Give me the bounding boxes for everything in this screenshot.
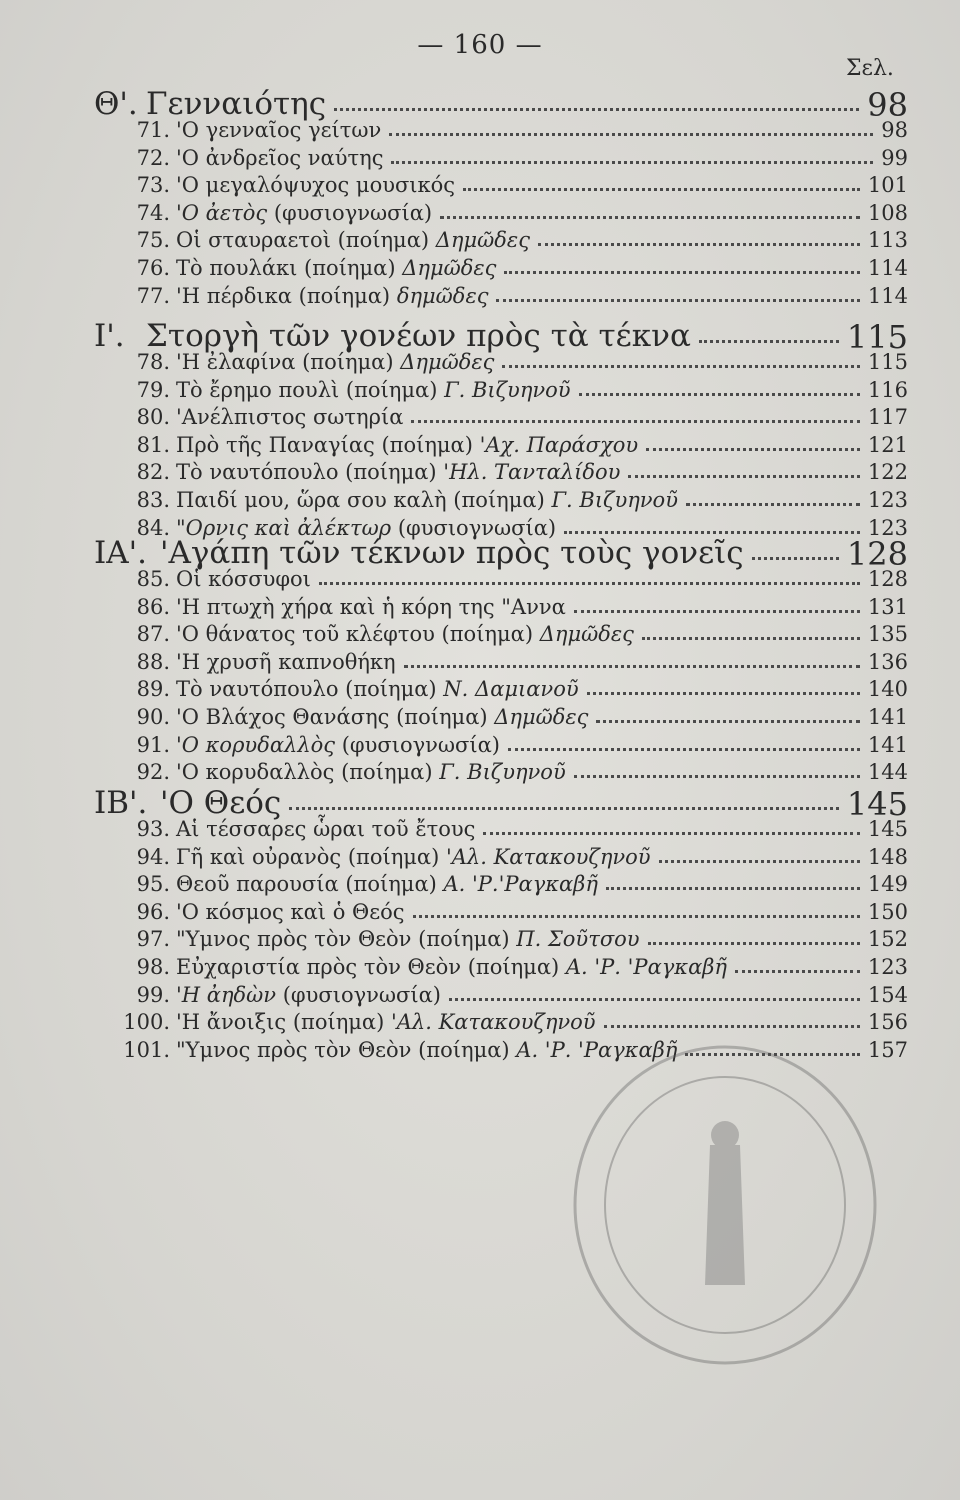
entry-title-text: (φυσιογνωσία) (335, 732, 500, 757)
entry-title-text: 'Ο ἀνδρεῖος ναύτης (176, 145, 384, 170)
entry-page-number: 150 (867, 899, 908, 924)
entry-page-number: 148 (867, 844, 908, 869)
dot-leader (319, 582, 860, 585)
section-numeral: ΙΑ'. (94, 535, 148, 571)
entry-number: 92. (136, 760, 170, 785)
dot-leader (574, 775, 860, 778)
entry-title-text: (φυσιογνωσία) (267, 200, 433, 225)
entry-number: 95. (136, 872, 170, 897)
entry-title (176, 567, 311, 591)
entry-title-text: Θεοῦ παρουσία (ποίημα) (176, 872, 444, 897)
dot-leader (574, 610, 860, 613)
library-stamp (560, 1035, 890, 1375)
entry-title-text: Οἱ σταυραετοὶ (ποίημα) (176, 228, 436, 253)
entry-number: 87. (136, 622, 170, 647)
dot-leader (496, 299, 860, 302)
dot-leader (463, 188, 860, 191)
entry-title-text: Πρὸ τῆς Παναγίας (ποίημα) (176, 432, 480, 457)
section-page-number: 98 (867, 86, 908, 124)
entry-number: 85. (136, 567, 170, 591)
entry-number: 81. (136, 432, 170, 457)
entry-title (176, 845, 651, 869)
entry-author-italic: 'Ο ἀετὸς (176, 200, 268, 225)
toc-entry[interactable] (0, 284, 960, 312)
toc-entry[interactable] (0, 845, 960, 873)
entry-number: 100. (123, 1010, 170, 1035)
dot-leader (648, 942, 860, 945)
entry-author-italic: 'Ο κορυδαλλὸς (176, 732, 336, 757)
entry-page-number: 123 (867, 515, 908, 540)
entry-title (176, 118, 381, 142)
dot-leader (502, 365, 860, 368)
entry-title-text: 'Ο θάνατος τοῦ κλέφτου (ποίημα) (176, 622, 540, 647)
section-page-number: 115 (846, 318, 908, 356)
section-numeral: Ι'. (94, 318, 125, 354)
entry-title (176, 983, 441, 1007)
entry-title-text: 'Η ἄνοιξις (ποίημα) (176, 1010, 391, 1035)
section-numeral: ΙΒ'. (94, 785, 148, 821)
toc-entry[interactable] (0, 460, 960, 488)
entry-title (176, 228, 530, 252)
entry-number: 76. (136, 256, 170, 280)
entry-title (176, 201, 432, 225)
entry-number: 101. (123, 1037, 170, 1062)
dot-leader (449, 998, 860, 1001)
entry-number: 79. (136, 377, 170, 402)
entry-title-text: 'Ο κορυδαλλὸς (ποίημα) (176, 760, 440, 785)
dot-leader (604, 1025, 860, 1028)
entry-title-text: Αἱ τέσσαρες ὧραι τοῦ ἔτους (176, 817, 476, 841)
entry-page-number: 117 (867, 405, 908, 430)
dot-leader (334, 108, 859, 111)
entry-title-text: (φυσιογνωσία) (276, 982, 441, 1007)
entry-title (176, 900, 405, 924)
entry-title (176, 872, 598, 896)
toc-entry[interactable] (0, 900, 960, 928)
entry-page-number: 135 (867, 622, 908, 647)
page-number-header: — 160 — (417, 30, 543, 60)
section-title: 'Αγάπη τῶν τέκνων πρὸς τοὺς γονεῖς (160, 535, 744, 571)
entry-title (176, 650, 396, 674)
toc-entry[interactable] (0, 433, 960, 461)
entry-title-text: 'Ο γενναῖος γείτων (176, 118, 382, 142)
entry-author-italic: 'Αλ. Κατακουζηνοῦ (390, 1010, 596, 1035)
entry-number: 82. (136, 460, 170, 485)
entry-title (176, 817, 475, 841)
entry-title (176, 173, 455, 197)
toc-entry[interactable] (0, 228, 960, 256)
dot-leader (752, 557, 839, 560)
toc-entry[interactable] (0, 567, 960, 595)
toc-entry[interactable] (0, 955, 960, 983)
entry-author-italic: Α. 'Ρ. 'Ραγκαβῆ (516, 1037, 678, 1062)
entry-title (176, 927, 640, 951)
entry-page-number: 122 (867, 460, 908, 485)
dot-leader (483, 832, 860, 835)
toc-entry[interactable] (0, 677, 960, 705)
dot-leader (413, 915, 860, 918)
dot-leader (289, 807, 839, 810)
entry-title (176, 677, 579, 701)
entry-title-text: (φυσιογνωσία) (391, 515, 557, 540)
section-title: Γενναιότης (146, 86, 327, 122)
entry-page-number: 115 (867, 350, 908, 374)
entry-title (176, 955, 727, 979)
toc-entry[interactable] (0, 817, 960, 845)
toc-entry[interactable] (0, 927, 960, 955)
page-column-label: Σελ. (846, 56, 894, 81)
toc-entry[interactable] (0, 488, 960, 516)
entry-page-number: 131 (867, 594, 908, 619)
entry-title-text: 'Ανέλπιστος σωτηρία (176, 405, 404, 430)
entry-title (176, 350, 494, 374)
toc-entry[interactable] (0, 405, 960, 433)
dot-leader (389, 133, 873, 136)
dot-leader (538, 243, 860, 246)
entry-page-number: 99 (881, 145, 908, 170)
entry-number: 90. (136, 705, 170, 729)
section-title: 'Ο Θεός (160, 785, 282, 821)
entry-number: 96. (136, 899, 170, 924)
entry-number: 99. (136, 982, 170, 1007)
entry-author-italic: 'Η ἀηδὼν (176, 982, 277, 1007)
entry-number: 89. (136, 677, 170, 702)
entry-number: 75. (136, 228, 170, 253)
entry-title (176, 284, 488, 308)
entry-title (176, 760, 566, 784)
section-title: Στοργὴ τῶν γονέων πρὸς τὰ τέκνα (146, 318, 691, 354)
entry-title (176, 378, 571, 402)
entry-page-number: 113 (867, 228, 908, 253)
dot-leader (508, 748, 860, 751)
section-numeral: Θ'. (94, 86, 138, 122)
entry-page-number: 114 (867, 283, 908, 308)
entry-author-italic: Δημῶδες (494, 705, 589, 729)
entry-number: 86. (136, 594, 170, 619)
entry-page-number: 145 (867, 817, 908, 841)
entry-author-italic: Δημῶδες (400, 350, 495, 374)
entry-title-text: Γῆ καὶ οὐρανὸς (ποίημα) (176, 844, 446, 869)
toc-entry[interactable] (0, 760, 960, 788)
entry-number: 74. (136, 200, 170, 225)
entry-page-number: 128 (867, 567, 908, 591)
dot-leader (606, 887, 860, 890)
entry-title (176, 1010, 596, 1034)
entry-title-text: Παιδί μου, ὥρα σου καλὴ (ποίημα) (176, 488, 552, 512)
entry-page-number: 141 (867, 732, 908, 757)
toc-entry[interactable] (0, 983, 960, 1011)
toc-entry[interactable] (0, 733, 960, 761)
entry-author-italic: Δημῶδες (402, 256, 497, 280)
dot-leader (596, 720, 860, 723)
entry-number: 98. (136, 955, 170, 979)
entry-author-italic: Δημῶδες (539, 622, 634, 647)
entry-page-number: 157 (867, 1037, 908, 1062)
entry-title-text: 'Η χρυσῆ καπνοθήκη (176, 649, 396, 674)
entry-title-text: Τὸ πουλάκι (ποίημα) (176, 256, 403, 280)
entry-number: 77. (136, 283, 170, 308)
entry-page-number: 123 (867, 488, 908, 512)
dot-leader (699, 340, 839, 343)
toc-entry[interactable] (0, 650, 960, 678)
dot-leader (735, 970, 860, 973)
entry-title-text: "Υμνος πρὸς τὸν Θεὸν (ποίημα) (176, 1037, 517, 1062)
entry-title-text: Οἱ κόσσυφοι (176, 567, 311, 591)
entry-number: 84. (136, 515, 170, 540)
toc-entry[interactable] (0, 256, 960, 284)
section-page-number: 145 (846, 785, 908, 823)
entry-title (176, 622, 634, 646)
toc-entry[interactable] (0, 872, 960, 900)
entry-author-italic: δημῶδες (396, 283, 489, 308)
entry-author-italic: Γ. Βιζυηνοῦ (439, 760, 566, 785)
entry-title (176, 256, 496, 280)
entry-page-number: 140 (867, 677, 908, 702)
entry-page-number: 116 (867, 377, 908, 402)
dot-leader (564, 531, 860, 534)
entry-number: 78. (136, 350, 170, 374)
entry-title-text: Τὸ ναυτόπουλο (ποίημα) (176, 460, 444, 485)
entry-title (176, 405, 403, 429)
toc-entry[interactable] (0, 173, 960, 201)
entry-number: 80. (136, 405, 170, 430)
entry-title-text: "Υμνος πρὸς τὸν Θεὸν (ποίημα) (176, 927, 517, 952)
entry-page-number: 98 (881, 118, 908, 142)
entry-number: 97. (136, 927, 170, 952)
entry-title-text: Τὸ ἔρημο πουλὶ (ποίημα) (176, 377, 445, 402)
entry-title (176, 595, 566, 619)
dot-leader (404, 665, 860, 668)
toc-entry[interactable] (0, 1010, 960, 1038)
dot-leader (646, 448, 860, 451)
entry-title (176, 488, 678, 512)
entry-title-text: Τὸ ναυτόπουλο (ποίημα) (176, 677, 444, 702)
entry-title (176, 705, 588, 729)
toc-entry[interactable] (0, 622, 960, 650)
section-page-number: 128 (846, 535, 908, 573)
entry-page-number: 114 (867, 256, 908, 280)
toc-entry[interactable] (0, 705, 960, 733)
dot-leader (628, 475, 860, 478)
entry-author-italic: Α. 'Ρ.'Ραγκαβῆ (443, 872, 598, 897)
dot-leader (642, 637, 860, 640)
dot-leader (391, 161, 873, 164)
entry-title (176, 460, 620, 484)
entry-title (176, 146, 383, 170)
entry-number: 72. (136, 145, 170, 170)
entry-number: 88. (136, 649, 170, 674)
entry-title (176, 433, 638, 457)
entry-title-text: 'Η πτωχὴ χήρα καὶ ἡ κόρη της "Αννα (176, 594, 566, 619)
entry-author-italic: Γ. Βιζυηνοῦ (551, 488, 678, 512)
entry-author-italic: Π. Σοῦτσου (516, 927, 640, 952)
entry-title (176, 733, 500, 757)
entry-author-italic: Δημῶδες (435, 228, 530, 253)
toc-entry[interactable] (0, 378, 960, 406)
dot-leader (504, 271, 860, 274)
entry-number: 91. (136, 732, 170, 757)
entry-author-italic: 'Αλ. Κατακουζηνοῦ (445, 844, 651, 869)
entry-page-number: 121 (867, 432, 908, 457)
toc-entry[interactable] (0, 595, 960, 623)
entry-author-italic: "Ορνις καὶ ἀλέκτωρ (176, 515, 392, 540)
entry-title-text: 'Ο κόσμος καὶ ὁ Θεός (176, 899, 405, 924)
entry-page-number: 108 (867, 200, 908, 225)
entry-number: 73. (136, 173, 170, 198)
toc-entry[interactable] (0, 118, 960, 146)
entry-page-number: 156 (867, 1010, 908, 1035)
entry-title-text: 'Η πέρδικα (ποίημα) (176, 283, 397, 308)
entry-number: 83. (136, 488, 170, 512)
dot-leader (587, 692, 860, 695)
entry-title-text: 'Η ἐλαφίνα (ποίημα) (176, 350, 401, 374)
entry-title-text: 'Ο Βλάχος Θανάσης (ποίημα) (176, 705, 495, 729)
entry-number: 94. (136, 844, 170, 869)
entry-page-number: 141 (867, 705, 908, 729)
entry-author-italic: Α. 'Ρ. 'Ραγκαβῆ (565, 955, 727, 979)
dot-leader (686, 503, 860, 506)
toc-entry[interactable] (0, 146, 960, 174)
entry-author-italic: Ν. Δαμιανοῦ (443, 677, 579, 702)
dot-leader (659, 860, 860, 863)
dot-leader (579, 393, 860, 396)
entry-number: 71. (136, 118, 170, 142)
toc-entry[interactable] (0, 350, 960, 378)
entry-page-number: 123 (867, 955, 908, 979)
entry-page-number: 144 (867, 760, 908, 785)
entry-number: 93. (136, 817, 170, 841)
entry-title-text: Εὐχαριστία πρὸς τὸν Θεὸν (ποίημα) (176, 955, 566, 979)
entry-page-number: 154 (867, 982, 908, 1007)
dot-leader (411, 420, 860, 423)
entry-page-number: 152 (867, 927, 908, 952)
entry-page-number: 149 (867, 872, 908, 897)
entry-author-italic: 'Ηλ. Τανταλίδου (443, 460, 621, 485)
entry-page-number: 136 (867, 649, 908, 674)
entry-page-number: 101 (867, 173, 908, 198)
entry-title-text: 'Ο μεγαλόψυχος μουσικός (176, 173, 456, 198)
entry-author-italic: Γ. Βιζυηνοῦ (444, 377, 571, 402)
toc-entry[interactable] (0, 201, 960, 229)
entry-author-italic: 'Αχ. Παράσχου (479, 432, 639, 457)
dot-leader (440, 216, 860, 219)
